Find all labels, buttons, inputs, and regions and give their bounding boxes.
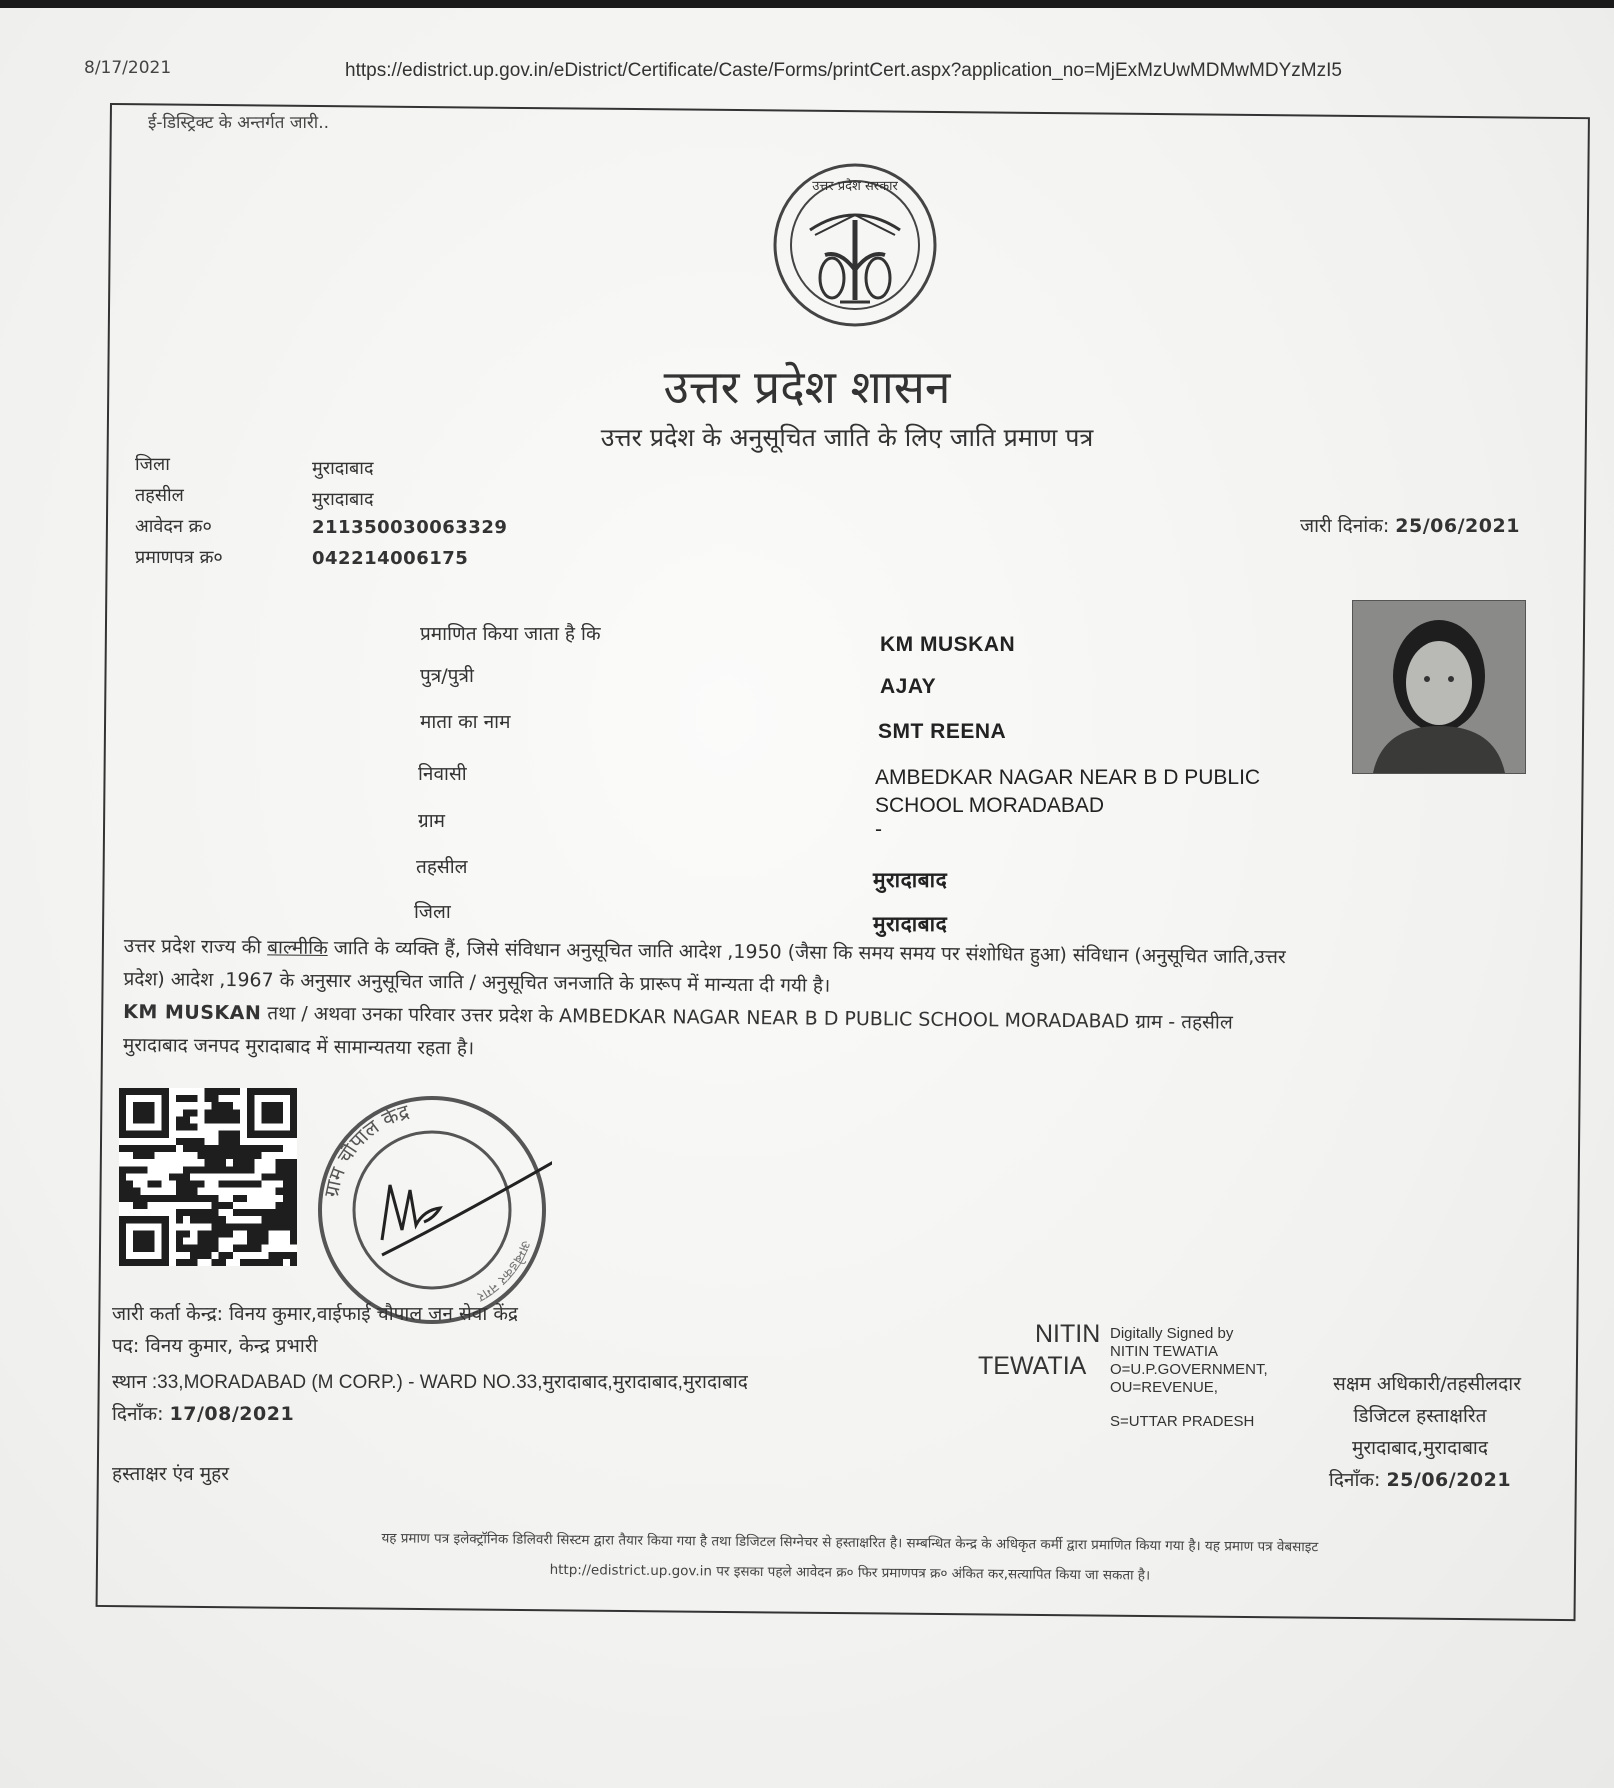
person-tehsil: मुरादाबाद (873, 869, 948, 892)
certified-label: प्रमाणित किया जाता है कि (420, 623, 601, 645)
application-label: आवेदन क्र० (135, 516, 212, 537)
issuer-date-value: 17/08/2021 (169, 1403, 295, 1425)
digital-signature-meta (1110, 1325, 1268, 1431)
address-line1: AMBEDKAR NAGAR NEAR B D PUBLIC (875, 766, 1261, 789)
certificate-number: 042214006175 (312, 548, 469, 569)
print-url: https://edistrict.up.gov.in/eDistrict/Certificate/Caste/Forms/printCert.aspx?application_no=MjExMzUwMDMwMDYzMzI5 (345, 60, 1342, 81)
village-value: - (875, 818, 882, 841)
stamp-inner-text: अम्बेडकर नगर (474, 1237, 534, 1305)
statement-paragraph (123, 930, 1569, 1076)
up-emblem (770, 160, 940, 330)
issuer-place: स्थान :33,MORADABAD (M CORP.) - WARD NO.33,मुरादाबाद,मुरादाबाद,मुरादाबाद (112, 1372, 748, 1393)
tehsil-label: तहसील (135, 485, 184, 506)
footer-note-line1: यह प्रमाण पत्र इलेक्ट्रॉनिक डिलिवरी सिस्टम द्वारा तैयार किया गया है तथा डिजिटल सिग्नेचर से हस्ताक्षरित है। सम्बन्धित केन्द्र के अधिकृत कर्मी द्वारा प्रमाणित किया गया है। यह प्रमाण पत्र वेबसाइट (381, 1530, 1319, 1556)
statement-line3-post: तथा / अथवा उनका परिवार उत्तर प्रदेश के AMBEDKAR NAGAR NEAR B D PUBLIC SCHOOL MORADABAD ग्राम - तहसील (261, 1002, 1233, 1034)
mother-name: SMT REENA (878, 720, 1007, 743)
sig-meta-4: OU=REVENUE, (1110, 1379, 1218, 1396)
authority-date (1300, 1466, 1540, 1492)
issuer-date (112, 1400, 294, 1426)
authority-place: मुरादाबाद,मुरादाबाद (1352, 1437, 1488, 1459)
certificate-subtitle: उत्तर प्रदेश के अनुसूचित जाति के लिए जाति प्रमाण पत्र (600, 423, 1094, 452)
top-edge (0, 0, 1614, 8)
district-label: जिला (135, 454, 170, 475)
statement-line1-post: जाति के व्यक्ति हैं, जिसे संविधान अनुसूचित जाति आदेश ,1950 (जैसा कि समय समय पर संशोधित हुआ) संविधान (अनुसूचित जाति,उत्तर (327, 936, 1286, 969)
sig-meta-5: S=UTTAR PRADESH (1110, 1413, 1255, 1430)
signature-scrawl (382, 1160, 552, 1255)
svg-text:ग्राम चौपाल केंद्र (319, 1099, 412, 1199)
signature-seal-label: हस्ताक्षर एंव मुहर (112, 1463, 229, 1485)
tehsil-label-2: तहसील (416, 856, 468, 878)
authority-date-value: 25/06/2021 (1386, 1469, 1512, 1491)
issued-note: ई-डिस्ट्रिक्ट के अन्तर्गत जारी.. (148, 113, 330, 133)
issuer-date-label: दिनाँक: (112, 1403, 164, 1425)
person-district: मुरादाबाद (873, 913, 948, 936)
district-label-2: जिला (414, 901, 451, 923)
applicant-photo (1352, 600, 1526, 774)
address-line2: SCHOOL MORADABAD (875, 794, 1105, 817)
village-label: ग्राम (418, 810, 445, 832)
statement-name: KM MUSKAN (123, 1000, 262, 1025)
authority-date-label: दिनाँक: (1328, 1469, 1381, 1491)
certificate-number-label: प्रमाणपत्र क्र० (135, 547, 223, 568)
sig-meta-2: NITIN TEWATIA (1110, 1343, 1219, 1360)
sig-meta-1: Digitally Signed by (1110, 1325, 1234, 1342)
office-stamp (312, 1090, 552, 1330)
authority-signed: डिजिटल हस्ताक्षरित (1353, 1405, 1487, 1427)
issuing-centre: जारी कर्ता केन्द्र: विनय कुमार,वाईफाई चौपाल जन सेवा केंद्र (112, 1303, 519, 1325)
issuer-post: पद: विनय कुमार, केन्द्र प्रभारी (112, 1335, 318, 1357)
caste-name: बाल्मीकि (267, 936, 328, 959)
district-value: मुरादाबाद (312, 458, 374, 479)
stamp-outer-text: ग्राम चौपाल केंद्र (318, 1099, 412, 1200)
authority-title: सक्षम अधिकारी/तहसीलदार (1333, 1373, 1521, 1395)
sig-meta-3: O=U.P.GOVERNMENT, (1110, 1361, 1268, 1378)
issue-date-value: 25/06/2021 (1395, 515, 1520, 537)
print-date: 8/17/2021 (84, 58, 172, 78)
emblem-text: उत्तर प्रदेश सरकार (812, 179, 898, 194)
application-number: 211350030063329 (312, 517, 508, 538)
mother-label: माता का नाम (420, 711, 511, 733)
issue-date (1300, 512, 1520, 538)
applicant-name: KM MUSKAN (880, 633, 1016, 656)
resident-label: निवासी (418, 763, 467, 785)
relation-label: पुत्र/पुत्री (420, 665, 474, 687)
statement-line4: मुरादाबाद जनपद मुरादाबाद में सामान्यतया रहता है। (122, 1033, 475, 1060)
statement-line1-pre: उत्तर प्रदेश राज्य की (123, 934, 268, 959)
footer-note-line2: http://edistrict.up.gov.in पर इसका पहले आवेदन क्र० फिर प्रमाणपत्र क्र० अंकित कर,सत्यापित किया जा सकता है। (549, 1561, 1151, 1584)
signer-name-line1: NITIN (1035, 1320, 1101, 1348)
statement-line2: प्रदेश) आदेश ,1967 के अनुसार अनुसूचित जाति / अनुसूचित जनजाति के प्रारूप में मान्यता दी गयी है। (123, 967, 831, 997)
certificate-title: उत्तर प्रदेश शासन (663, 360, 951, 414)
qr-code (118, 1088, 298, 1266)
issue-date-label: जारी दिनांक: (1300, 515, 1390, 537)
tehsil-value: मुरादाबाद (312, 489, 374, 510)
father-name: AJAY (880, 675, 937, 698)
signer-name-line2: TEWATIA (978, 1352, 1087, 1380)
